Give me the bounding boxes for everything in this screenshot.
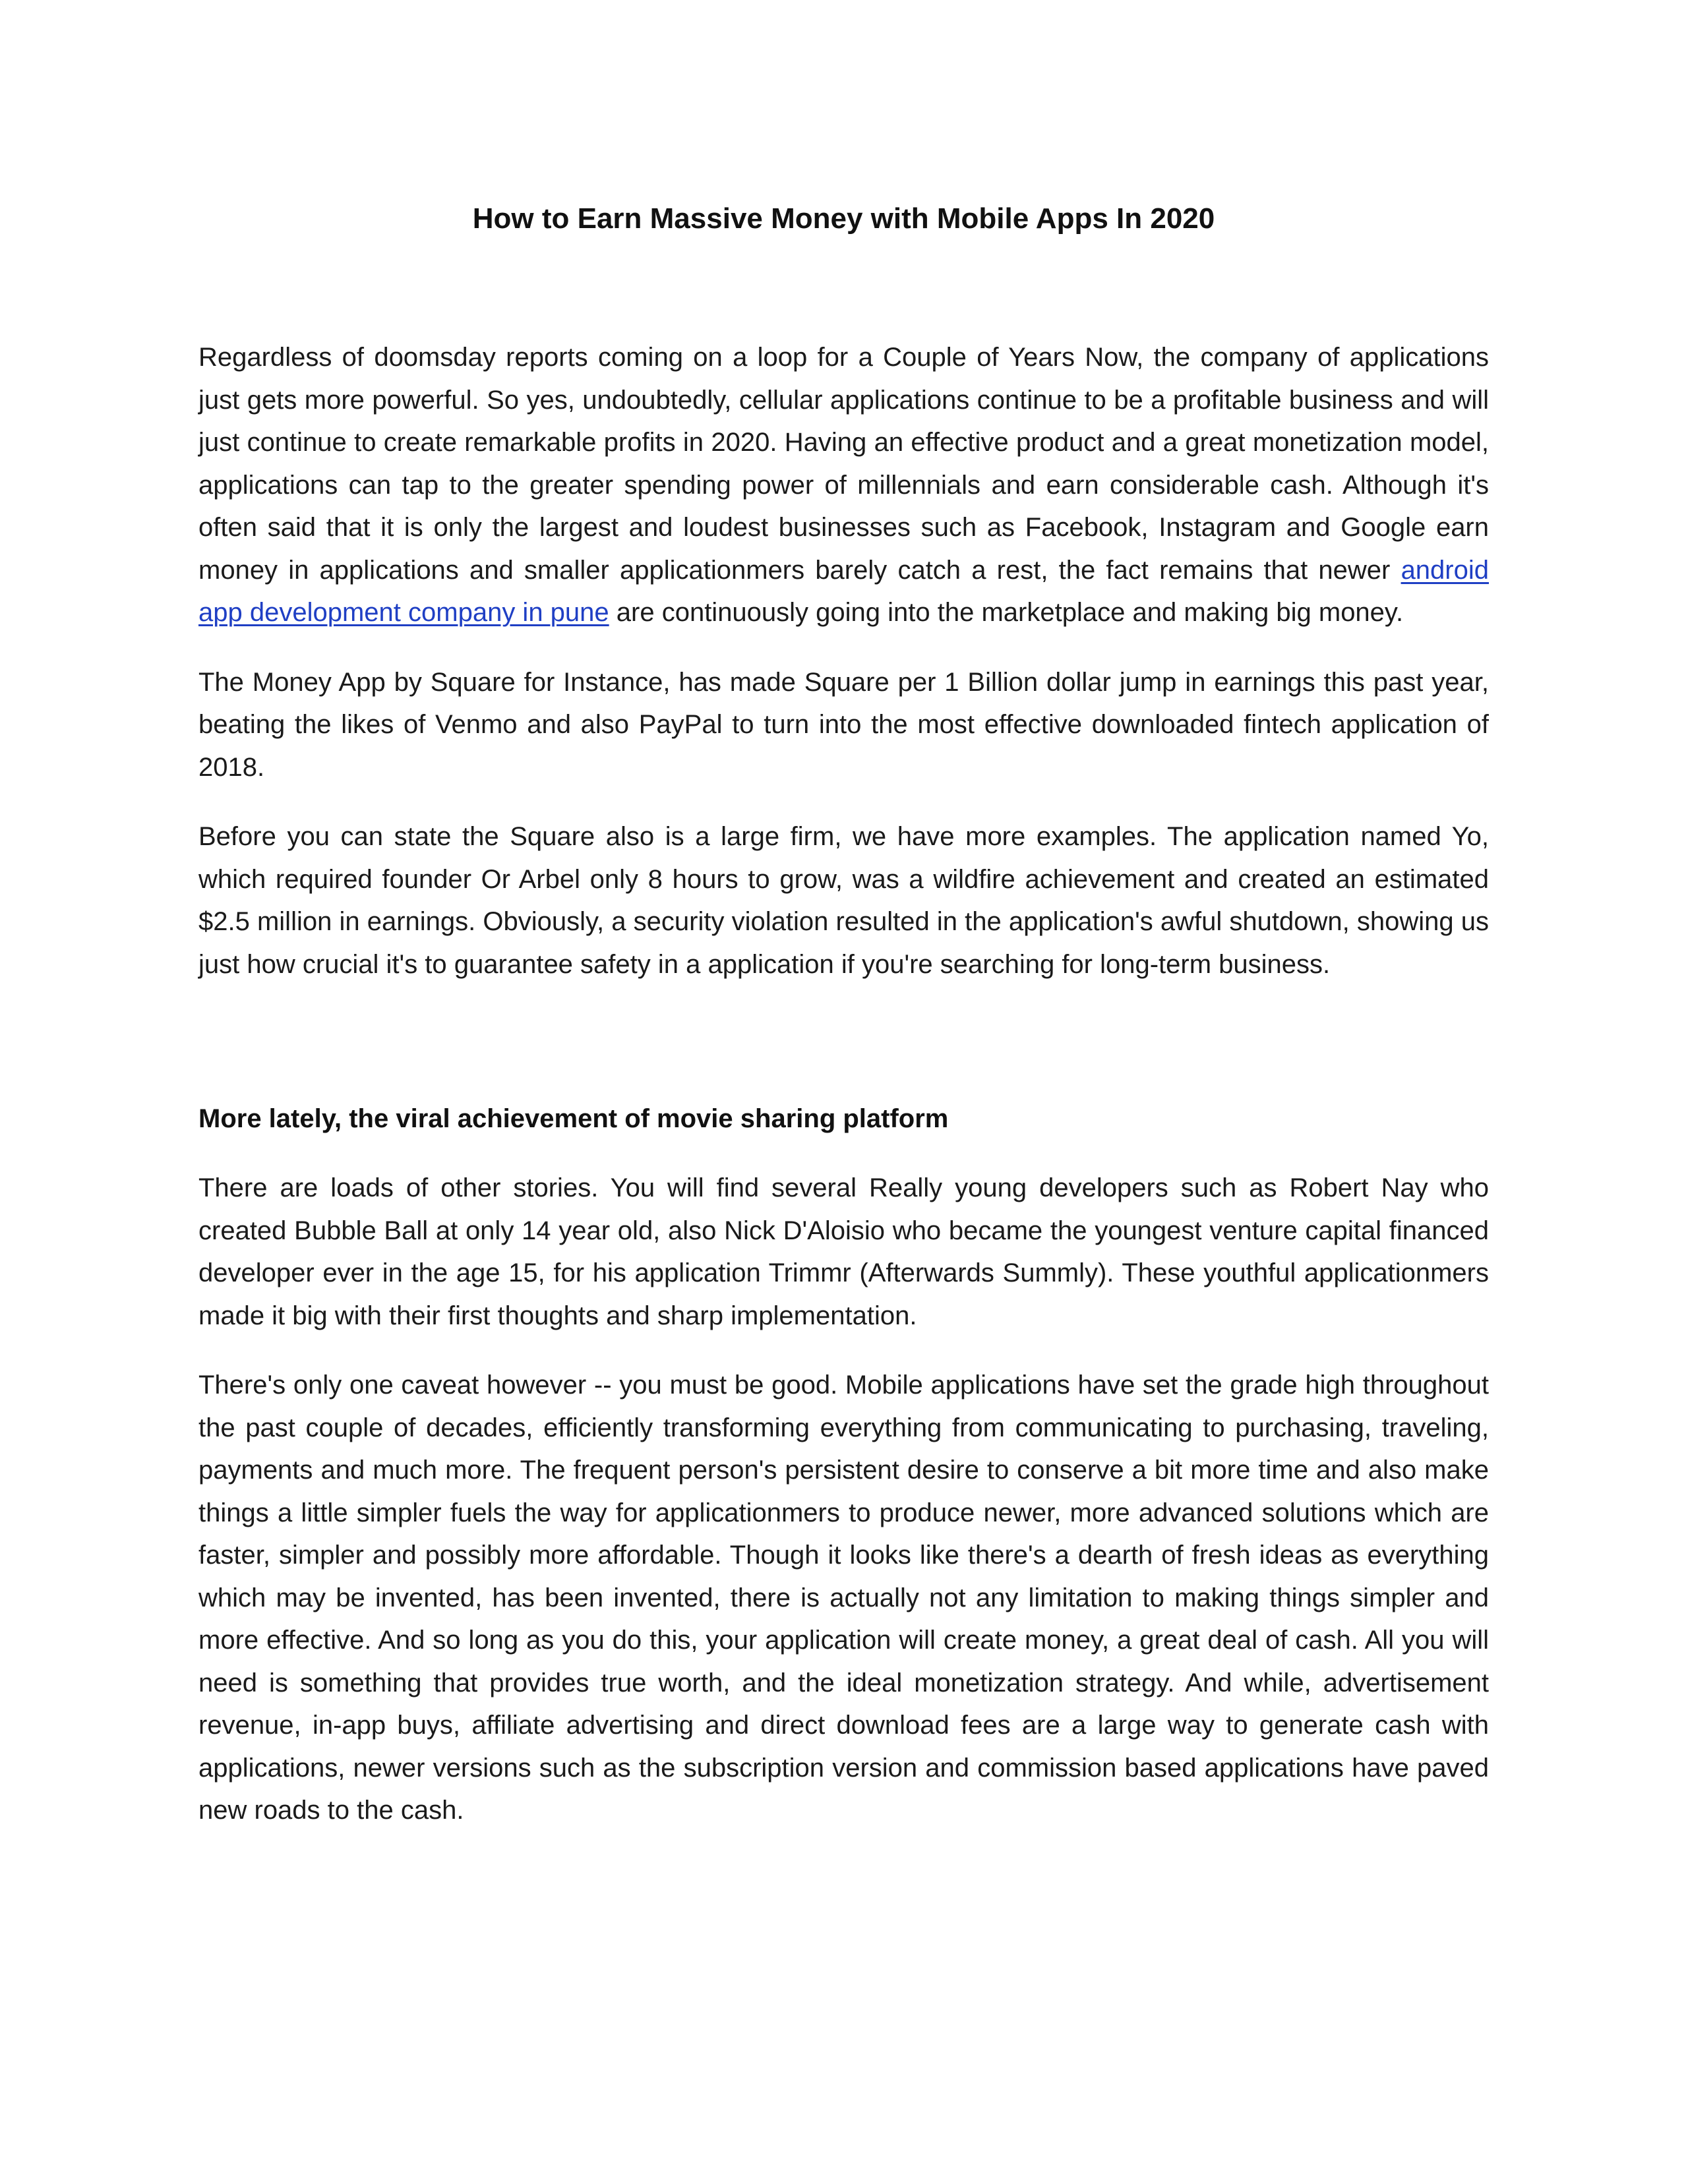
paragraph-intro-text-before-link: Regardless of doomsday reports coming on a loop for a Couple of Years Now, the company of applications just gets more powerful. So yes, undoubtedly, cellular applications continue to be a profitable business and will just continue to create remarkable profits in 2020. Having an effective product and a great monetization model, applications can tap to the greater spending power of millennials and earn considerable cash. Although it's often said that it is only the largest and loudest businesses such as Facebook, Instagram and Google earn money in applications and smaller applicationmers barely catch a rest, the fact remains that newer [198,343,1489,585]
paragraph-young-developers: There are loads of other stories. You will find several Really young developers such as Robert Nay who created Bubble Ball at only 14 year old, also Nick D'Aloisio who became the youngest venture capital financed developer ever in the age 15, for his application Trimmr (Afterwards Summly). These youthful applicationmers made it big with their first thoughts and sharp implementation. [198,1173,1489,1330]
paragraph-intro [198,336,1489,634]
section-subheading: More lately, the viral achievement of movie sharing platform [198,1104,949,1133]
android-app-development-link[interactable]: android app development company in pune [198,555,1489,627]
document-title: How to Earn Massive Money with Mobile Apps In 2020 [472,202,1215,235]
paragraph-caveat: There's only one caveat however -- you must be good. Mobile applications have set the grade high throughout the past couple of decades, efficiently transforming everything from communicating to purchasing, traveling, payments and much more. The frequent person's persistent desire to conserve a bit more time and also make things a little simpler fuels the way for applicationmers to produce newer, more advanced solutions which are faster, simpler and possibly more affordable. Though it looks like there's a dearth of fresh ideas as everything which may be invented, has been invented, there is actually not any limitation to making things simpler and more effective. And so long as you do this, your application will create money, a great deal of cash. All you will need is something that provides true worth, and the ideal monetization strategy. And while, advertisement revenue, in-app buys, affiliate advertising and direct download fees are a large way to generate cash with applications, newer versions such as the subscription version and commission based applications have paved new roads to the cash. [198,1371,1489,1825]
paragraph-money-app: The Money App by Square for Instance, has made Square per 1 Billion dollar jump in earnings this past year, beating the likes of Venmo and also PayPal to turn into the most effective downloaded fintech application of 2018. [198,667,1489,782]
paragraph-yo-app: Before you can state the Square also is a large firm, we have more examples. The application named Yo, which required founder Or Arbel only 8 hours to grow, was a wildfire achievement and created an estimated $2.5 million in earnings. Obviously, a security violation resulted in the application's awful shutdown, showing us just how crucial it's to guarantee safety in a application if you're searching for long-term business. [198,822,1489,979]
document-body [198,198,1489,1832]
paragraph-intro-text-after-link: are continuously going into the marketplace and making big money. [609,598,1404,627]
